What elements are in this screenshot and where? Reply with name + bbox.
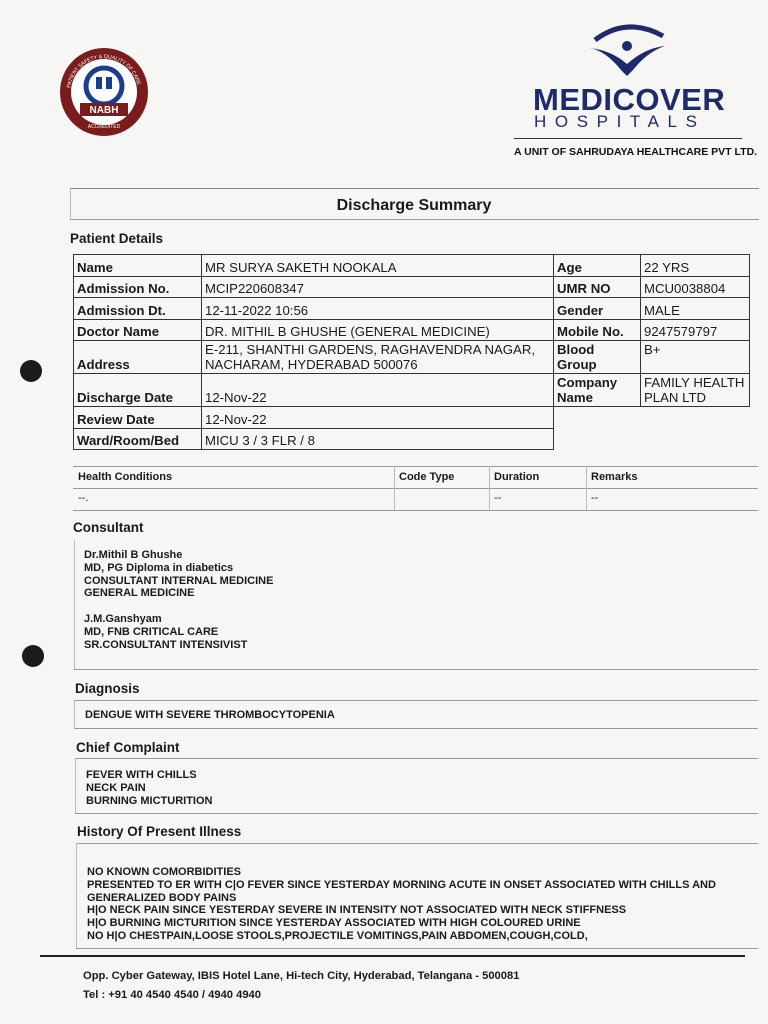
ward-label: Ward/Room/Bed [74,428,202,450]
blood-value: B+ [644,342,661,357]
list-item: NECK PAIN [86,781,146,794]
hc-header-duration: Duration [494,471,540,483]
table-row [74,374,750,407]
divider [489,466,490,510]
gender-value: MALE [641,298,750,320]
divider [74,700,758,701]
doctor-label: Doctor Name [74,319,202,341]
divider [74,669,758,670]
consultant-1 [84,549,273,600]
company-name-label [554,374,641,407]
address-value [202,341,554,374]
brand-divider [514,138,742,139]
mobile-value: 9247579797 [641,319,750,341]
table-row [74,276,750,298]
company-line-2: PLAN LTD [644,390,707,405]
consultant-2-line: MD, FNB CRITICAL CARE [84,625,219,638]
umr-label: UMR NO [554,276,641,298]
hc-value-duration: -- [494,492,502,504]
divider [76,843,77,949]
table-row [74,255,750,277]
svg-text:PATIENT SAFETY & QUALITY OF CA: PATIENT SAFETY & QUALITY OF CARE [66,53,142,89]
footer-tel: Tel : +91 40 4540 4540 / 4940 4940 [83,989,262,1001]
svg-text:ACCREDITED: ACCREDITED [87,124,121,130]
page-title: Discharge Summary [336,197,492,214]
company-label-1: Company [557,375,618,390]
table-row [74,407,750,429]
admission-date-label: Admission Dt. [74,298,202,320]
consultant-1-line: MD, PG Diploma in diabetics [84,561,234,574]
age-value: 22 YRS [641,255,750,277]
footer-rule [40,955,745,957]
blood-label-2: Group [557,357,597,372]
divider [74,540,75,670]
hc-header-conditions: Health Conditions [78,471,173,483]
chief-complaint-heading: Chief Complaint [76,740,180,755]
divider [73,510,758,511]
chief-complaint-list [86,769,213,807]
umr-value: MCU0038804 [641,276,750,298]
patient-details-table [73,254,750,450]
svg-text:NABH: NABH [89,105,119,116]
history-line: NO H|O CHESTPAIN,LOOSE STOOLS,PROJECTILE VOMITINGS,PAIN ABDOMEN,COUGH,COLD, [87,929,588,942]
punch-hole-bottom [22,645,44,667]
age-label: Age [554,255,641,277]
company-name-value [641,374,750,407]
review-date-value: 12-Nov-22 [202,407,554,429]
divider [73,488,758,489]
divider [75,758,76,814]
address-line-2: NACHARAM, HYDERABAD 500076 [205,357,418,372]
consultant-heading: Consultant [73,520,144,535]
hc-header-remarks: Remarks [591,471,638,483]
name-label: Name [74,255,202,277]
divider [75,813,758,814]
brand-sub: HOSPITALS [534,112,706,131]
review-date-label: Review Date [74,407,202,429]
consultant-1-line: GENERAL MEDICINE [84,587,195,600]
table-row [74,428,750,450]
divider [74,700,75,728]
mobile-label: Mobile No. [554,319,641,341]
history-line: H|O BURNING MICTURITION SINCE YESTERDAY ASSOCIATED WITH HIGH COLOURED URINE [87,917,581,930]
history-text [87,866,716,943]
history-line: H|O NECK PAIN SINCE YESTERDAY SEVERE IN INTENSITY NOT ASSOCIATED WITH NECK STIFFNESS [87,904,627,917]
diagnosis-heading: Diagnosis [75,681,140,696]
history-heading: History Of Present Illness [77,824,242,839]
name-value: MR SURYA SAKETH NOOKALA [202,255,554,277]
company-line-1: FAMILY HEALTH [644,375,745,390]
table-row [74,319,750,341]
consultant-1-line: CONSULTANT INTERNAL MEDICINE [84,574,274,587]
divider [586,466,587,510]
blood-label-1: Blood [557,342,595,357]
consultant-2-name: J.M.Ganshyam [84,613,162,625]
brand-name: MEDICOVER [533,82,726,117]
diagnosis-text: DENGUE WITH SEVERE THROMBOCYTOPENIA [85,709,335,721]
history-line: PRESENTED TO ER WITH C|O FEVER SINCE YESTERDAY MORNING ACUTE IN ONSET ASSOCIATED WITH CHILLS AND [87,878,716,891]
blood-group-label [554,341,641,374]
hc-header-code-type: Code Type [399,471,455,483]
history-line: GENERALIZED BODY PAINS [87,891,237,904]
list-item: BURNING MICTURITION [86,794,213,807]
company-label-2: Name [557,390,593,405]
medicover-logo-icon [585,22,669,78]
punch-hole-top [20,360,42,382]
discharge-date-label: Discharge Date [74,374,202,407]
consultant-1-name: Dr.Mithil B Ghushe [84,549,183,561]
patient-details-heading: Patient Details [70,231,164,246]
blood-group-value [641,341,750,374]
ward-value: MICU 3 / 3 FLR / 8 [202,428,554,450]
divider [394,466,395,510]
hc-value-conditions: --. [78,492,89,504]
hc-value-remarks: -- [591,492,599,504]
admission-no-label: Admission No. [74,276,202,298]
doctor-value: DR. MITHIL B GHUSHE (GENERAL MEDICINE) [202,319,554,341]
address-line-1: E-211, SHANTHI GARDENS, RAGHAVENDRA NAGAR, [205,342,536,357]
list-item: FEVER WITH CHILLS [86,769,197,781]
divider [76,948,758,949]
admission-date-value: 12-11-2022 10:56 [202,298,554,320]
gender-label: Gender [554,298,641,320]
nabh-seal [58,46,150,138]
table-row [74,341,750,374]
divider [76,843,758,844]
admission-no-value: MCIP220608347 [202,276,554,298]
discharge-date-value: 12-Nov-22 [202,374,554,407]
consultant-2-line: SR.CONSULTANT INTENSIVIST [84,638,248,651]
divider [73,466,758,467]
address-label: Address [74,341,202,374]
brand-unit: A UNIT OF SAHRUDAYA HEALTHCARE PVT LTD. [514,146,758,158]
history-line: NO KNOWN COMORBIDITIES [87,866,241,878]
footer-address: Opp. Cyber Gateway, IBIS Hotel Lane, Hi-tech City, Hyderabad, Telangana - 500081 [83,970,520,982]
divider [74,728,758,729]
divider [75,758,758,759]
consultant-2 [84,613,247,651]
table-row [74,298,750,320]
